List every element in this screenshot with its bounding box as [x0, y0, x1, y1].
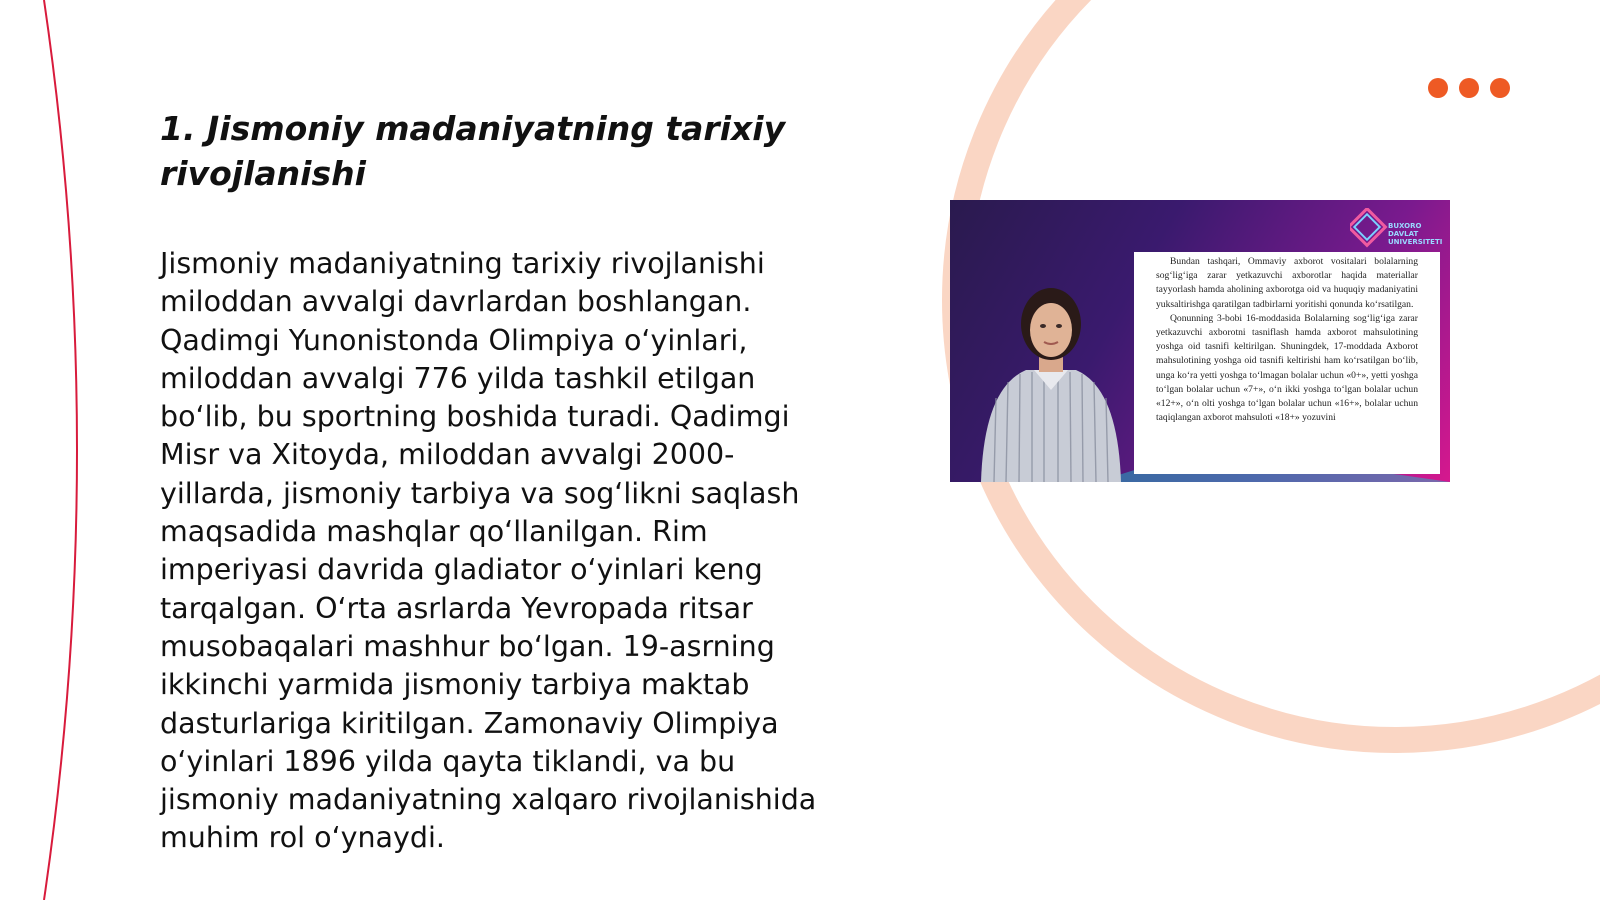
slide-body-text: Jismoniy madaniyatning tarixiy rivojlanishi miloddan avvalgi davrlardan boshlangan. Qadimgi Yunonistonda Olimpiya o‘yinlari, miloddan avvalgi 776 yilda tashkil etilgan bo‘lib, bu sportning boshida turadi. Qadimgi Misr va Xitoyda, miloddan avvalgi 2000-yillarda, jismoniy tarbiya va sog‘likni saqlash maqsadida mashqlar qo‘llanilgan. Rim imperiyasi davrida gladiator o‘yinlari keng tarqalgan. O‘rta asrlarda Yevropada ritsar musobaqalari mashhur bo‘lgan. 19-asrning ikkinchi yarmida jismoniy tarbiya maktab dasturlariga kiritilgan. Zamonaviy Olimpiya o‘yinlari 1896 yilda qayta tiklandi, va bu jismoniy madaniyatning xalqaro rivojlanishida muhim rol o‘ynaydi.	[160, 247, 817, 855]
lecture-video-frame[interactable]	[950, 200, 1450, 482]
document-page	[1134, 252, 1440, 474]
document-paragraph-1: Bundan tashqari, Ommaviy axborot vositalari bolalarning sog‘lig‘iga zarar yetkazuvchi axborotlar haqida materiallar tayyorlash hamda aholining axborotga oid va huquqiy madaniyatini yuksaltirishga qaratilgan tadbirlarni yoritishi qonunda ko‘rsatilgan.	[1156, 256, 1418, 310]
document-paragraph-2: Qonunning 3-bobi 16-moddasida Bolalarning sog‘lig‘iga zarar yetkazuvchi axborotni tasniflash hamda axborot mahsulotining yoshga oid tasnifi keltirilgan. Shuningdek, 17-moddada Axborot mahsulotining yoshga oid tasnifi keltirishi ham ko‘rsatilgan bo‘lib, unga ko‘ra yetti yoshga to‘lmagan bolalar uchun «0+», yetti yoshga to‘lgan bolalar uchun «7+», o‘n ikki yoshga to‘lgan bolalar uchun «12+», o‘n olti yoshga to‘lgan bolalar uchun «16+», bolalar uchun taqiqlangan axborot mahsuloti «18+» yozuvini	[1156, 312, 1418, 424]
dot-1	[1428, 78, 1448, 98]
three-dots-icon[interactable]	[1428, 78, 1510, 98]
presenter-figure	[976, 278, 1126, 482]
dot-2	[1459, 78, 1479, 98]
slide-title: 1. Jismoniy madaniyatning tarixiy rivojlanishi	[160, 109, 786, 193]
left-accent-line	[44, 0, 77, 900]
university-logo-text: BUXORO DAVLAT UNIVERSITETI	[1388, 222, 1443, 246]
dot-3	[1490, 78, 1510, 98]
